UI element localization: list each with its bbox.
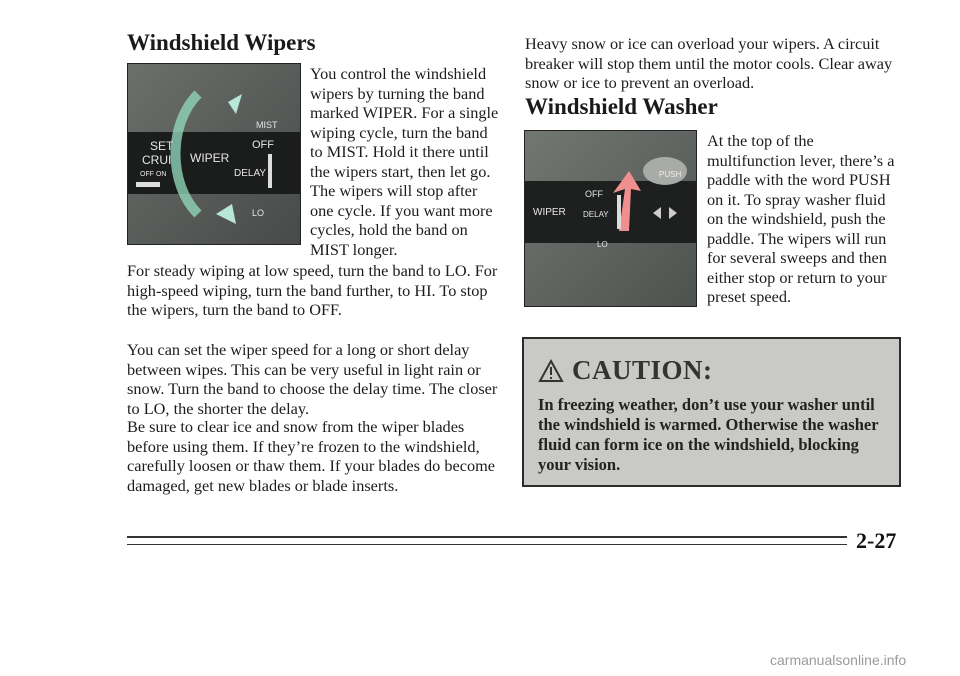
- caution-box: [522, 337, 901, 487]
- washer-label-push: PUSH: [659, 170, 682, 179]
- wipers-intro-paragraph: You control the windshield wipers by turning the band marked WIPER. For a single wiping cycle, turn the band to MIST. Hold it there until the wipers start, then let go. The wipers will stop after one cycle. If you want more cycles, hold the band on MIST longer.: [310, 64, 499, 259]
- photo-label-offon: OFF ON: [140, 171, 167, 178]
- caution-title: CAUTION:: [572, 355, 713, 385]
- photo-label-delay: DELAY: [234, 168, 267, 179]
- washer-label-wiper: WIPER: [533, 207, 566, 218]
- photo-label-mist: MIST: [256, 120, 278, 130]
- wiper-lever-illustration: [128, 64, 300, 244]
- caution-text: In freezing weather, don’t use your washer until the windshield is warmed. Otherwise the washer fluid can form ice on the windshield, blocking your vision.: [538, 395, 879, 474]
- page-number: 2-27: [856, 528, 897, 553]
- washer-label-off: OFF: [585, 189, 603, 199]
- section-title-washer: Windshield Washer: [525, 94, 718, 119]
- photo-label-lo: LO: [252, 208, 265, 218]
- wipers-paragraph-ice: Be sure to clear ice and snow from the wiper blades before using them. If they’re frozen to the windshield, carefully loosen or thaw them. If your blades do become damaged, get new blades or blade inserts.: [127, 417, 496, 495]
- photo-label-set: SET: [150, 139, 174, 153]
- photo-label-wiper: WIPER: [190, 151, 230, 165]
- washer-paddle-illustration: [525, 131, 696, 306]
- footer-rule-bottom: [127, 544, 847, 545]
- caution-header: [538, 355, 713, 386]
- wiper-control-photo: [127, 63, 301, 245]
- wipers-paragraph-speed: For steady wiping at low speed, turn the band to LO. For high-speed wiping, turn the band further, to HI. To stop the wipers, turn the band to OFF.: [127, 261, 498, 319]
- washer-control-photo: [524, 130, 697, 307]
- photo-label-cruise: CRUI: [142, 153, 172, 167]
- washer-label-delay: DELAY: [583, 210, 609, 219]
- footer-rule-top: [127, 536, 847, 538]
- warning-triangle-icon: [538, 359, 564, 383]
- wipers-paragraph-delay: You can set the wiper speed for a long or short delay between wipes. This can be very useful in light rain or snow. Turn the band to choose the delay time. The closer to LO, the shorter the delay.: [127, 340, 498, 418]
- photo-label-off: OFF: [252, 139, 274, 151]
- watermark-text: carmanualsonline.info: [770, 652, 907, 668]
- section-title-wipers: Windshield Wipers: [127, 30, 316, 55]
- overload-paragraph: Heavy snow or ice can overload your wipers. A circuit breaker will stop them until the motor cools. Clear away snow or ice to prevent an overload.: [525, 34, 893, 92]
- washer-label-lo: LO: [597, 240, 608, 249]
- washer-paragraph: At the top of the multifunction lever, there’s a paddle with the word PUSH on it. To spray washer fluid on the windshield, push the paddle. The wipers will run for several sweeps and then either stop or return to your preset speed.: [707, 131, 895, 306]
